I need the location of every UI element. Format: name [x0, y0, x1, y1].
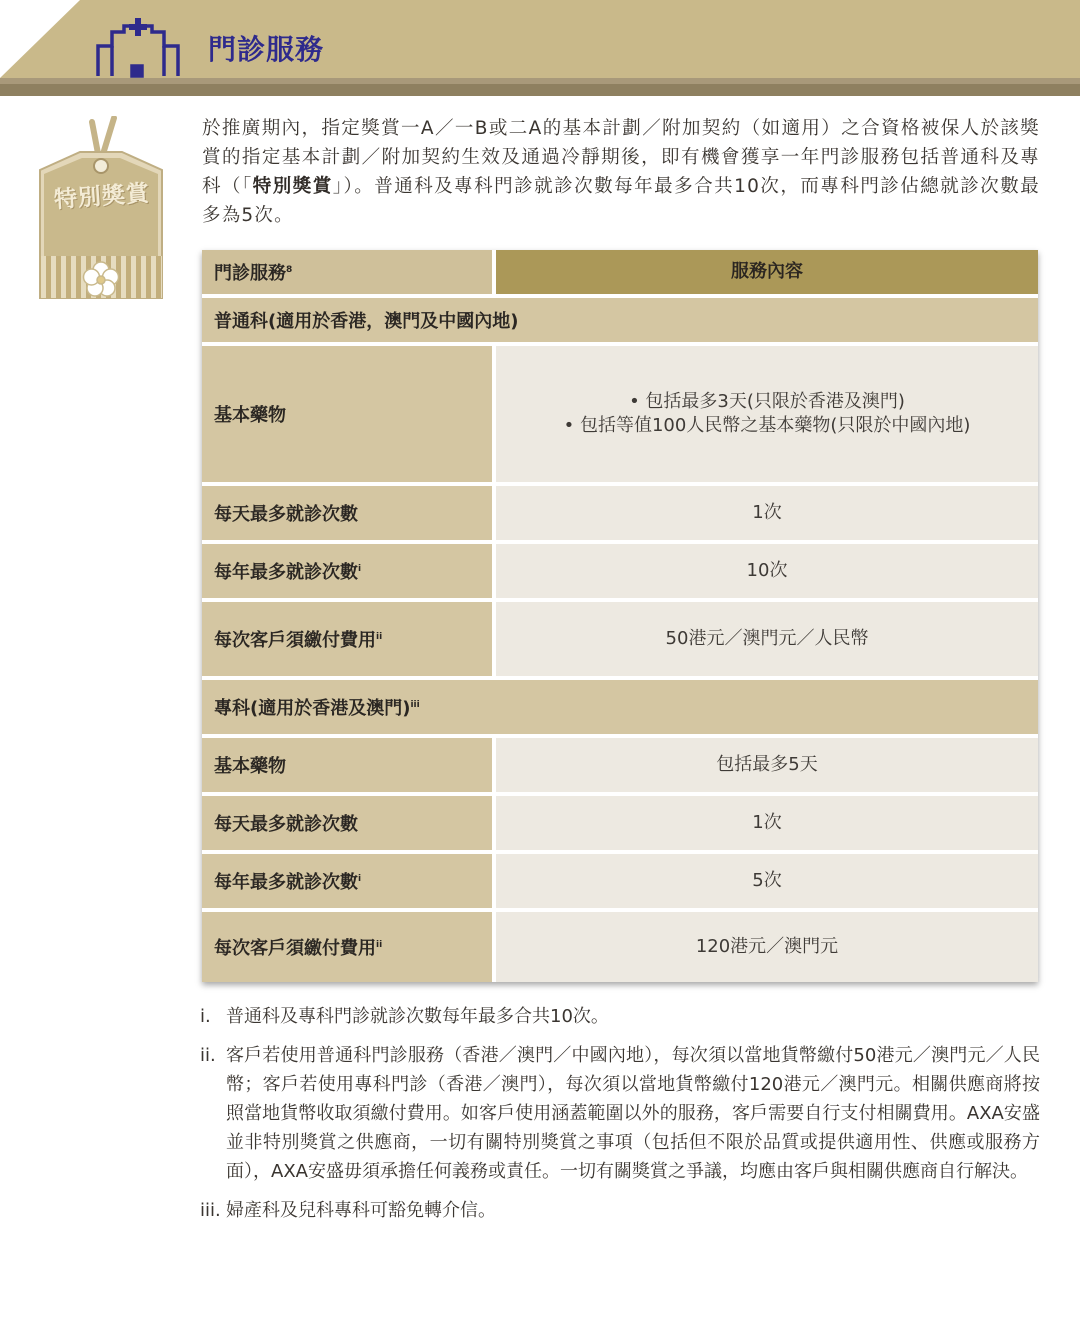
table-row — [202, 544, 1038, 598]
intro-text-2: 」）。普通科及專科門診就診次數每年最多合共10次，而專科門診佔總就診次數最多為5次。 — [202, 176, 1040, 226]
footnote-item: iii. 婦產科及兒科專科可豁免轉介信。 — [200, 1200, 496, 1221]
section-specialist-title: 專科(適用於香港及澳門) $^{iii}$ — [202, 680, 1038, 734]
table-row — [202, 854, 1038, 908]
header-col-service: 門診服務 $^8$ — [202, 250, 492, 294]
row-value: 1次 — [496, 796, 1038, 850]
table-header-row — [202, 250, 1038, 294]
footnotes — [200, 1002, 1040, 1235]
row-value: 10次 — [496, 544, 1038, 598]
hospital-icon — [94, 18, 182, 78]
section-general-title: 普通科(適用於香港，澳門及中國內地) — [202, 298, 1038, 342]
table-row — [202, 796, 1038, 850]
row-value: 1次 — [496, 486, 1038, 540]
table-row — [202, 602, 1038, 676]
table-row — [202, 912, 1038, 982]
row-value: 120港元／澳門元 — [496, 912, 1038, 982]
intro-paragraph — [202, 114, 1040, 230]
row-label: 基本藥物 — [202, 738, 492, 792]
footnote-item: ii. 客戶若使用普通科門診服務（香港／澳門／中國內地），每次須以當地貨幣繳付50港元／澳門元／人民幣；客戶若使用專科門診（香港／澳門），每次須以當地貨幣繳付120港元／澳門元。相關供應商將按照當地貨幣收取須繳付費用。如客戶使用涵蓋範圍以外的服務，客戶需要自行支付相關費用。AXA安盛並非特別獎賞之供應商，一切有關特別獎賞之事項（包括但不限於品質或提供適用性、供應或服務方面），AXA安盛毋須承擔任何義務或責任。一切有關獎賞之爭議，均應由客戶與相關供應商自行解決。 — [200, 1045, 1040, 1182]
intro-highlight: 特別獎賞 — [252, 176, 333, 197]
row-label: 每次客戶須繳付費用 $^{ii}$ — [202, 602, 492, 676]
row-value: 包括最多5天 — [496, 738, 1038, 792]
outpatient-table — [202, 250, 1038, 982]
intro-text-1: 於推廣期內，指定獎賞一A／一B或二A的基本計劃／附加契約（如適用）之合資格被保人於該獎賞的指定基本計劃／附加契約生效及通過冷靜期後，即有機會獲享一年門診服務包括普通科及專科（「 — [202, 118, 1040, 197]
row-label: 每年最多就診次數 $^i$ — [202, 854, 492, 908]
table-row — [202, 738, 1038, 792]
table-row — [202, 486, 1038, 540]
row-label: 每次客戶須繳付費用 $^{ii}$ — [202, 912, 492, 982]
row-label: 每天最多就診次數 — [202, 486, 492, 540]
row-label: 每天最多就診次數 — [202, 796, 492, 850]
page-title: 門診服務 — [208, 33, 325, 66]
special-reward-tag-label: 特別獎賞 — [53, 180, 151, 214]
row-label: 每年最多就診次數 $^i$ — [202, 544, 492, 598]
row-label: 基本藥物 — [202, 346, 492, 482]
header-col-content: 服務內容 — [496, 250, 1038, 294]
row-value: • 包括最多3天(只限於香港及澳門) • 包括等值100人民幣之基本藥物(只限於中國內地) — [496, 346, 1038, 482]
footnote-item: i. 普通科及專科門診就診次數每年最多合共10次。 — [200, 1006, 609, 1027]
row-value: 50港元／澳門元／人民幣 — [496, 602, 1038, 676]
header-divider — [0, 78, 1080, 96]
table-row — [202, 346, 1038, 482]
row-value: 5次 — [496, 854, 1038, 908]
